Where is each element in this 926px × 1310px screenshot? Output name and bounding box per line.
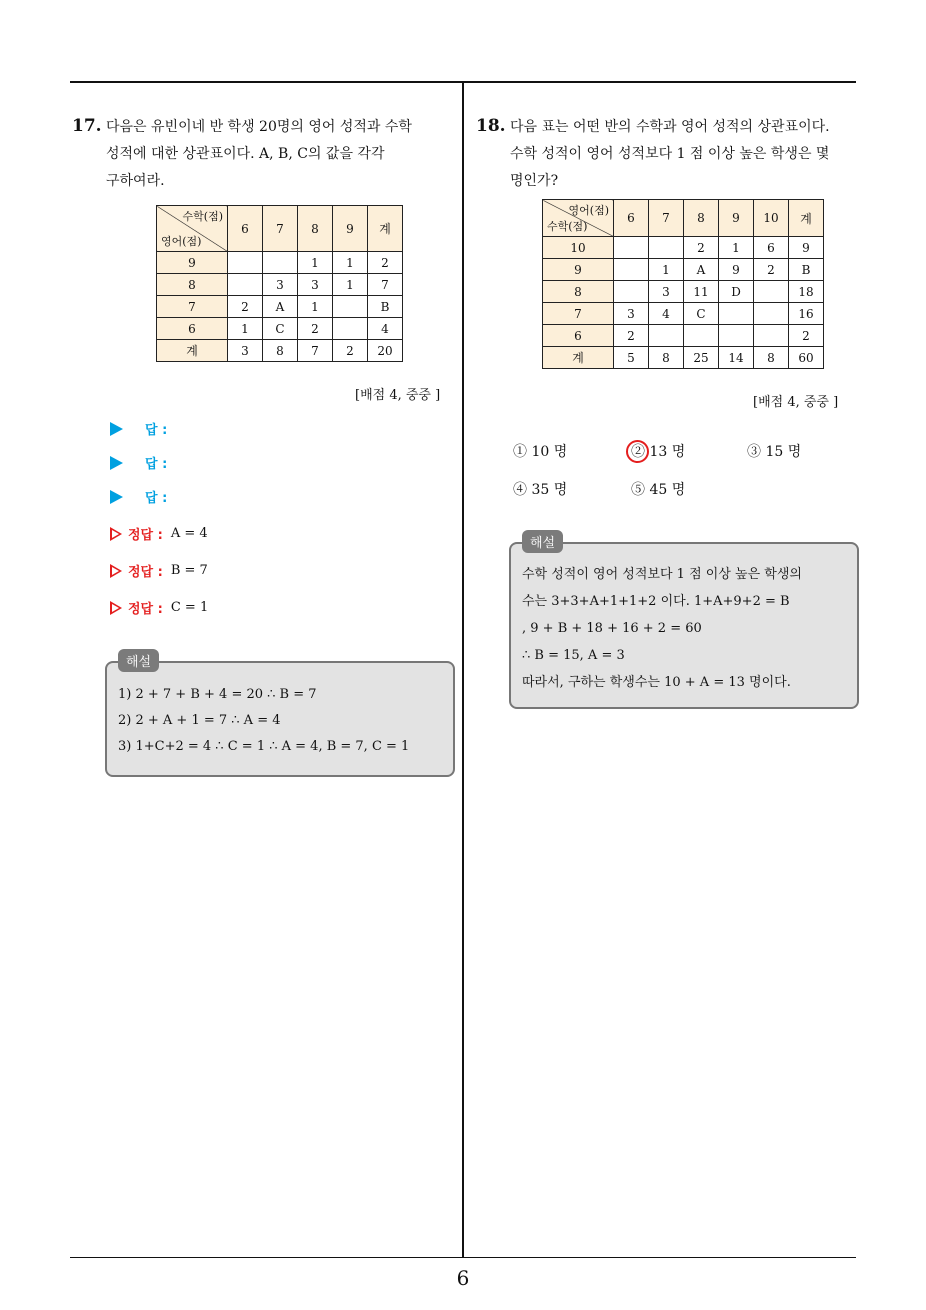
- table-cell: 1: [719, 237, 754, 259]
- table-cell: 2: [368, 252, 403, 274]
- table-row: [543, 347, 824, 369]
- correct-label: 정답 :: [128, 565, 163, 580]
- explanation-line: 1) 2 + 7 + B + 4 = 20 ∴ B = 7: [118, 687, 317, 702]
- table-cell: [649, 237, 684, 259]
- answer-label: 답 :: [145, 491, 168, 506]
- open-triangle-icon: [110, 601, 122, 615]
- table-row: [543, 237, 824, 259]
- header-cell: 계: [368, 206, 403, 252]
- q18-number: 18.: [476, 116, 506, 136]
- table-cell: [754, 325, 789, 347]
- row-label: 계: [157, 340, 228, 362]
- table-cell: A: [263, 296, 298, 318]
- table-cell: 1: [298, 296, 333, 318]
- corner-top-label: 수학(점): [182, 210, 223, 223]
- row-label: 8: [543, 281, 614, 303]
- open-triangle-icon: [110, 564, 122, 578]
- table-cell: C: [684, 303, 719, 325]
- table-cell: 3: [228, 340, 263, 362]
- corner-cell: [543, 200, 614, 237]
- table-cell: 3: [649, 281, 684, 303]
- row-label: 9: [157, 252, 228, 274]
- table-cell: [228, 252, 263, 274]
- q17-explanation-tag: 해설: [118, 649, 159, 672]
- q18-score: [배점 4, 중중 ]: [753, 395, 839, 410]
- table-cell: 1: [649, 259, 684, 281]
- correct-value: C = 1: [170, 600, 209, 615]
- table-cell: [263, 252, 298, 274]
- table-cell: [614, 259, 649, 281]
- table-cell: 1: [298, 252, 333, 274]
- table-cell: [228, 274, 263, 296]
- triangle-icon: [110, 490, 123, 504]
- choice-3[interactable]: ③ 15 명: [747, 444, 802, 460]
- table-cell: 3: [298, 274, 333, 296]
- row-label: 10: [543, 237, 614, 259]
- q17-explanation-text: [118, 682, 409, 760]
- table-cell: 7: [368, 274, 403, 296]
- q18-line: 명인가?: [510, 173, 559, 189]
- correct-answer-line: [110, 524, 208, 543]
- choice-1[interactable]: ① 10 명: [513, 444, 568, 460]
- table-cell: 9: [719, 259, 754, 281]
- table-cell: 20: [368, 340, 403, 362]
- q18-line: 다음 표는 어떤 반의 수학과 영어 성적의 상관표이다.: [510, 119, 830, 135]
- answer-line: [110, 453, 167, 472]
- table-cell: 4: [649, 303, 684, 325]
- header-cell: 10: [754, 200, 789, 237]
- table-cell: B: [789, 259, 824, 281]
- q17-line: 구하여라.: [106, 173, 165, 189]
- table-cell: C: [263, 318, 298, 340]
- corner-top-label: 영어(점): [568, 204, 609, 217]
- q18-correlation-table: [542, 199, 824, 369]
- table-cell: 16: [789, 303, 824, 325]
- table-row: [157, 296, 403, 318]
- table-cell: [754, 303, 789, 325]
- table-cell: 1: [333, 252, 368, 274]
- table-cell: 8: [754, 347, 789, 369]
- explanation-line: , 9 + B + 18 + 16 + 2 = 60: [522, 621, 702, 636]
- correct-label: 정답 :: [128, 528, 163, 543]
- q17-line: 다음은 유빈이네 반 학생 20명의 영어 성적과 수학: [106, 119, 412, 135]
- table-row: [543, 259, 824, 281]
- header-cell: 6: [614, 200, 649, 237]
- explanation-line: 3) 1+C+2 = 4 ∴ C = 1 ∴ A = 4, B = 7, C = 1: [118, 739, 410, 754]
- table-cell: 2: [298, 318, 333, 340]
- table-row: [157, 340, 403, 362]
- corner-bottom-label: 영어(점): [161, 235, 202, 248]
- triangle-icon: [110, 456, 123, 470]
- row-label: 6: [157, 318, 228, 340]
- row-label: 7: [157, 296, 228, 318]
- table-cell: [754, 281, 789, 303]
- row-label: 계: [543, 347, 614, 369]
- correct-value: A = 4: [170, 526, 208, 541]
- q18-explanation-text: [522, 561, 802, 696]
- header-cell: 7: [649, 200, 684, 237]
- table-cell: 25: [684, 347, 719, 369]
- table-row: [543, 303, 824, 325]
- table-cell: 5: [614, 347, 649, 369]
- q17-correlation-table: [156, 205, 403, 362]
- header-cell: 6: [228, 206, 263, 252]
- correct-label: 정답 :: [128, 602, 163, 617]
- table-cell: 9: [789, 237, 824, 259]
- table-cell: [649, 325, 684, 347]
- header-cell: 9: [333, 206, 368, 252]
- explanation-line: ∴ B = 15, A = 3: [522, 648, 625, 663]
- table-cell: 18: [789, 281, 824, 303]
- table-cell: 2: [228, 296, 263, 318]
- table-cell: 6: [754, 237, 789, 259]
- q17-line: 성적에 대한 상관표이다. A, B, C의 값을 각각: [106, 146, 385, 162]
- q18-text: [510, 114, 830, 195]
- table-cell: [719, 325, 754, 347]
- table-cell: 2: [754, 259, 789, 281]
- choice-2[interactable]: ② 13 명: [631, 444, 686, 460]
- header-cell: 7: [263, 206, 298, 252]
- table-cell: 7: [298, 340, 333, 362]
- header-cell: 9: [719, 200, 754, 237]
- choice-4[interactable]: ④ 35 명: [513, 482, 568, 498]
- table-cell: 8: [263, 340, 298, 362]
- table-cell: 14: [719, 347, 754, 369]
- table-row: [543, 325, 824, 347]
- explanation-line: 2) 2 + A + 1 = 7 ∴ A = 4: [118, 713, 281, 728]
- table-cell: [684, 325, 719, 347]
- table-cell: [333, 318, 368, 340]
- explanation-line: 수학 성적이 영어 성적보다 1 점 이상 높은 학생의: [522, 567, 802, 582]
- table-cell: 2: [684, 237, 719, 259]
- q18-line: 수학 성적이 영어 성적보다 1 점 이상 높은 학생은 몇: [510, 146, 830, 162]
- corner-cell: [157, 206, 228, 252]
- table-cell: 1: [228, 318, 263, 340]
- row-label: 6: [543, 325, 614, 347]
- answer-label: 답 :: [145, 423, 168, 438]
- table-row: [157, 252, 403, 274]
- page-number: 6: [456, 1266, 470, 1290]
- table-cell: 60: [789, 347, 824, 369]
- table-row: [157, 274, 403, 296]
- explanation-line: 수는 3+3+A+1+1+2 이다. 1+A+9+2 = B: [522, 594, 790, 609]
- bottom-rule: [70, 1257, 856, 1258]
- table-cell: 2: [614, 325, 649, 347]
- table-cell: B: [368, 296, 403, 318]
- table-cell: [719, 303, 754, 325]
- table-cell: 11: [684, 281, 719, 303]
- choice-5[interactable]: ⑤ 45 명: [631, 482, 686, 498]
- table-row: [157, 318, 403, 340]
- table-cell: [333, 296, 368, 318]
- correct-value: B = 7: [170, 563, 208, 578]
- header-cell: 계: [789, 200, 824, 237]
- q17-text: [106, 114, 412, 195]
- table-cell: 2: [789, 325, 824, 347]
- table-cell: [614, 281, 649, 303]
- row-label: 9: [543, 259, 614, 281]
- table-cell: 2: [333, 340, 368, 362]
- open-triangle-icon: [110, 527, 122, 541]
- table-cell: 3: [263, 274, 298, 296]
- table-cell: [614, 237, 649, 259]
- table-row: [543, 281, 824, 303]
- row-label: 7: [543, 303, 614, 325]
- answer-line: [110, 419, 167, 438]
- table-cell: 3: [614, 303, 649, 325]
- column-divider: [462, 83, 464, 1258]
- triangle-icon: [110, 422, 123, 436]
- header-cell: 8: [684, 200, 719, 237]
- table-cell: 4: [368, 318, 403, 340]
- q17-number: 17.: [72, 116, 102, 136]
- table-cell: 8: [649, 347, 684, 369]
- answer-line: [110, 487, 167, 506]
- q18-explanation-tag: 해설: [522, 530, 563, 553]
- row-label: 8: [157, 274, 228, 296]
- correct-answer-line: [110, 598, 208, 617]
- table-cell: 1: [333, 274, 368, 296]
- table-cell: A: [684, 259, 719, 281]
- corner-bottom-label: 수학(점): [547, 220, 588, 233]
- q17-score: [배점 4, 중중 ]: [355, 388, 441, 403]
- answer-label: 답 :: [145, 457, 168, 472]
- correct-answer-line: [110, 561, 208, 580]
- table-cell: D: [719, 281, 754, 303]
- header-cell: 8: [298, 206, 333, 252]
- explanation-line: 따라서, 구하는 학생수는 10 + A = 13 명이다.: [522, 675, 791, 690]
